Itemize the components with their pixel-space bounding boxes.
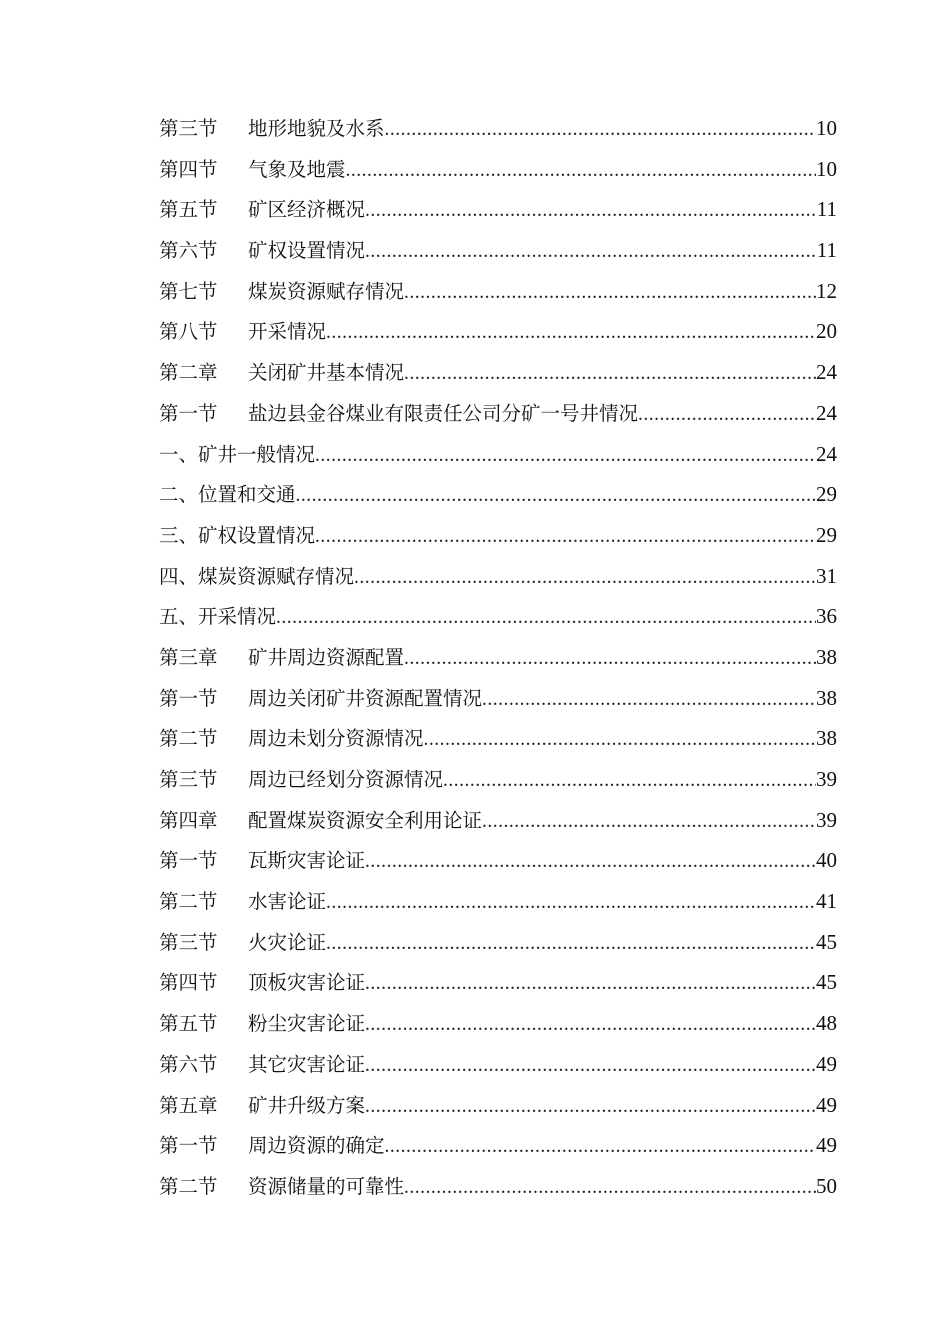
toc-entry-title: 矿权设置情况 <box>198 523 316 547</box>
toc-dot-leader <box>482 802 816 841</box>
toc-entry[interactable] <box>159 962 837 1003</box>
toc-entry-number: 第七节 <box>159 279 218 303</box>
toc-page-number: 48 <box>816 1011 837 1036</box>
toc-entry-number: 第一节 <box>159 686 218 710</box>
toc-page-number: 49 <box>816 1133 837 1158</box>
toc-entry[interactable] <box>159 434 837 475</box>
toc-entry-title: 煤炭资源赋存情况 <box>248 279 405 303</box>
toc-dot-leader <box>443 761 816 800</box>
toc-page-number: 29 <box>816 522 837 547</box>
toc-entry[interactable] <box>159 230 837 271</box>
toc-entry[interactable] <box>159 474 837 515</box>
toc-dot-leader <box>315 436 816 475</box>
toc-dot-leader <box>346 151 816 190</box>
toc-page-number: 40 <box>816 848 837 873</box>
toc-entry-title: 周边资源的确定 <box>248 1134 385 1158</box>
toc-entry-number: 五、 <box>159 605 199 629</box>
toc-entry[interactable] <box>159 1166 837 1207</box>
toc-page-number: 29 <box>816 482 837 507</box>
toc-entry-title: 矿井周边资源配置 <box>248 645 405 669</box>
toc-entry-number: 第一节 <box>159 849 218 873</box>
toc-entry-title: 矿井一般情况 <box>198 442 316 466</box>
toc-entry-number: 第四节 <box>159 971 218 995</box>
toc-entry-title: 矿区经济概况 <box>248 198 366 222</box>
toc-page-number: 45 <box>816 970 837 995</box>
toc-entry[interactable] <box>159 596 837 637</box>
toc-dot-leader <box>482 680 816 719</box>
toc-entry-title: 位置和交通 <box>198 483 296 507</box>
toc-entry-number: 第四章 <box>159 808 218 832</box>
toc-entry-number: 第三节 <box>159 117 218 140</box>
toc-entry-number: 第二章 <box>159 361 218 385</box>
toc-entry-title: 周边未划分资源情况 <box>248 727 424 751</box>
toc-entry-number: 第五节 <box>159 198 218 222</box>
toc-entry-number: 第三节 <box>159 930 218 954</box>
toc-entry-title: 地形地貌及水系 <box>248 117 385 140</box>
toc-dot-leader <box>315 517 816 556</box>
toc-entry-number: 第二节 <box>159 1174 218 1198</box>
toc-page-number: 24 <box>816 360 837 385</box>
toc-entry[interactable] <box>159 881 837 922</box>
toc-entry-title: 顶板灾害论证 <box>248 971 366 995</box>
toc-entry[interactable] <box>159 311 837 352</box>
toc-entry-number: 第八节 <box>159 320 218 344</box>
toc-entry[interactable] <box>159 1003 837 1044</box>
toc-dot-leader <box>296 476 816 515</box>
toc-dot-leader <box>326 883 816 922</box>
toc-page-number: 50 <box>816 1173 837 1198</box>
toc-entry[interactable] <box>159 393 837 434</box>
toc-dot-leader <box>365 842 816 881</box>
toc-entry[interactable] <box>159 556 837 597</box>
toc-page-number: 24 <box>816 441 837 466</box>
toc-entry-title: 粉尘灾害论证 <box>248 1012 366 1036</box>
toc-dot-leader <box>385 110 816 149</box>
toc-entry[interactable] <box>159 1044 837 1085</box>
toc-page-number: 10 <box>816 116 837 140</box>
toc-entry-number: 第五章 <box>159 1093 218 1117</box>
toc-page-number: 38 <box>816 644 837 669</box>
toc-entry-title: 关闭矿井基本情况 <box>248 361 405 385</box>
toc-page-number: 39 <box>816 807 837 832</box>
toc-entry[interactable] <box>159 189 837 230</box>
toc-dot-leader <box>276 598 816 637</box>
toc-page-number: 49 <box>816 1051 837 1076</box>
toc-dot-leader <box>638 395 816 434</box>
toc-entry[interactable] <box>159 718 837 759</box>
toc-dot-leader <box>354 558 816 597</box>
toc-entry[interactable] <box>159 515 837 556</box>
toc-dot-leader <box>365 232 817 271</box>
toc-page-number: 41 <box>816 889 837 914</box>
toc-page-number: 12 <box>816 278 837 303</box>
toc-page-number: 31 <box>816 563 837 588</box>
toc-dot-leader <box>404 273 816 312</box>
toc-entry[interactable] <box>159 108 837 149</box>
toc-entry-title: 开采情况 <box>198 605 277 629</box>
toc-entry-title: 周边关闭矿井资源配置情况 <box>248 686 483 710</box>
toc-entry[interactable] <box>159 271 837 312</box>
toc-entry[interactable] <box>159 800 837 841</box>
toc-dot-leader <box>404 1168 816 1207</box>
toc-entry-number: 四、 <box>159 564 199 588</box>
toc-entry-number: 第二节 <box>159 727 218 751</box>
toc-page-number: 24 <box>816 400 837 425</box>
toc-dot-leader <box>385 1127 816 1166</box>
toc-dot-leader <box>365 1005 816 1044</box>
toc-page-number: 38 <box>816 685 837 710</box>
toc-entry-number: 第四节 <box>159 157 218 181</box>
toc-dot-leader <box>404 354 816 393</box>
toc-entry-title: 煤炭资源赋存情况 <box>198 564 355 588</box>
toc-entry-number: 第一节 <box>159 401 218 425</box>
toc-entry[interactable] <box>159 678 837 719</box>
toc-dot-leader <box>326 313 816 352</box>
toc-entry-title: 周边已经划分资源情况 <box>248 768 444 791</box>
toc-entry[interactable] <box>159 352 837 393</box>
toc-page-number: 11 <box>816 197 837 222</box>
toc-dot-leader <box>424 720 816 759</box>
toc-entry[interactable] <box>159 759 837 800</box>
table-of-contents <box>159 108 837 1207</box>
toc-dot-leader <box>365 1087 816 1126</box>
toc-page-number: 39 <box>816 767 837 791</box>
toc-entry-number: 三、 <box>159 523 199 547</box>
toc-dot-leader <box>404 639 816 678</box>
toc-entry-title: 资源储量的可靠性 <box>248 1174 405 1198</box>
toc-entry-title: 矿井升级方案 <box>248 1093 366 1117</box>
toc-page-number: 11 <box>816 238 837 263</box>
toc-dot-leader <box>326 924 816 963</box>
toc-entry-title: 水害论证 <box>248 890 327 914</box>
toc-entry-number: 第三章 <box>159 645 218 669</box>
toc-entry-number: 第五节 <box>159 1012 218 1036</box>
toc-entry-number: 第二节 <box>159 890 218 914</box>
toc-entry-title: 盐边县金谷煤业有限责任公司分矿一号井情况 <box>248 401 639 425</box>
toc-entry[interactable] <box>159 637 837 678</box>
toc-entry-number: 第六节 <box>159 1052 218 1076</box>
toc-page-number: 45 <box>816 929 837 954</box>
toc-dot-leader <box>365 191 817 230</box>
toc-entry-number: 第六节 <box>159 239 218 263</box>
toc-entry[interactable] <box>159 149 837 190</box>
toc-entry[interactable] <box>159 1125 837 1166</box>
toc-entry-title: 其它灾害论证 <box>248 1052 366 1076</box>
toc-page-number: 10 <box>816 156 837 181</box>
toc-page-number: 20 <box>816 319 837 344</box>
toc-dot-leader <box>365 964 816 1003</box>
toc-entry-title: 矿权设置情况 <box>248 239 366 263</box>
toc-entry-title: 开采情况 <box>248 320 327 344</box>
toc-entry-number: 第三节 <box>159 768 218 791</box>
toc-entry[interactable] <box>159 1085 837 1126</box>
toc-entry[interactable] <box>159 840 837 881</box>
toc-entry-title: 瓦斯灾害论证 <box>248 849 366 873</box>
toc-entry-number: 第一节 <box>159 1134 218 1158</box>
toc-page-number: 49 <box>816 1092 837 1117</box>
toc-entry-number: 一、 <box>159 442 199 466</box>
toc-page-number: 38 <box>816 726 837 751</box>
toc-entry-title: 气象及地震 <box>248 157 346 181</box>
toc-entry-number: 二、 <box>159 483 199 507</box>
toc-entry-title: 火灾论证 <box>248 930 327 954</box>
toc-page-number: 36 <box>816 604 837 629</box>
toc-entry[interactable] <box>159 922 837 963</box>
toc-dot-leader <box>365 1046 816 1085</box>
toc-entry-title: 配置煤炭资源安全利用论证 <box>248 808 483 832</box>
